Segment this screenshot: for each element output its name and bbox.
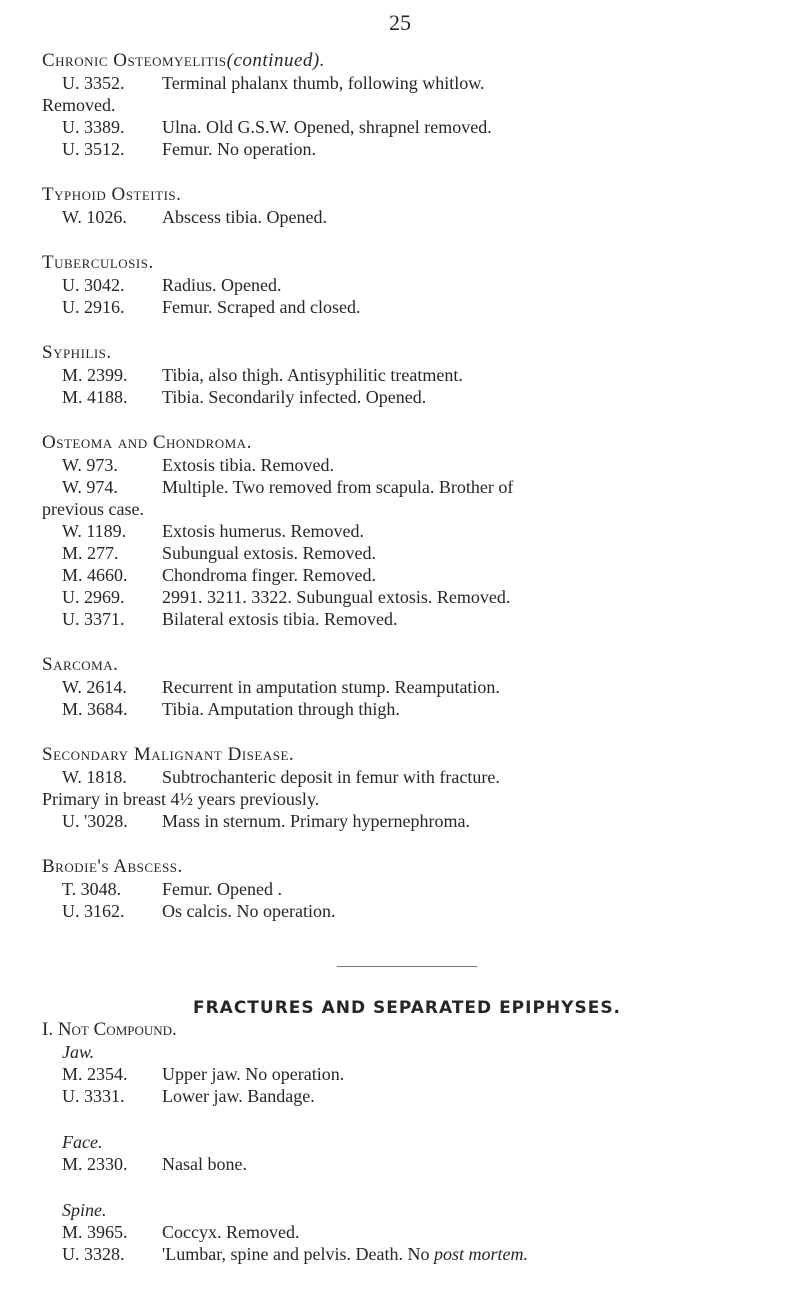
case-entry (62, 386, 772, 408)
fracture-group (42, 1199, 772, 1265)
case-number: W. 974. (62, 477, 118, 497)
case-number: W. 2614. (62, 677, 127, 697)
case-description: Chondroma finger. Removed. (162, 565, 376, 585)
case-number: W. 973. (62, 455, 118, 475)
case-number: M. 2354. (62, 1064, 128, 1084)
case-entry (62, 900, 772, 922)
case-entry (62, 364, 772, 386)
case-description: Extosis tibia. Removed. (162, 455, 334, 475)
section-heading (42, 856, 772, 878)
case-entry (62, 1153, 772, 1175)
case-number: M. 4188. (62, 387, 128, 407)
case-number: M. 2330. (62, 1154, 128, 1174)
case-entry (62, 138, 772, 160)
case-continuation: Primary in breast 4½ years previously. (42, 789, 320, 809)
case-number: M. 277. (62, 543, 119, 563)
case-description: Extosis humerus. Removed. (162, 521, 364, 541)
spacer (42, 1107, 772, 1131)
case-description: Abscess tibia. Opened. (162, 207, 327, 227)
case-entry (62, 608, 772, 630)
case-entry (62, 698, 772, 720)
case-entry (62, 476, 772, 498)
case-description: Femur. Opened . (162, 879, 282, 899)
case-entry (62, 878, 772, 900)
section (42, 184, 772, 228)
section (42, 50, 772, 160)
case-description-italic: post mortem. (433, 1244, 528, 1264)
case-number: M. 3965. (62, 1222, 128, 1242)
case-description: Femur. No operation. (162, 139, 316, 159)
case-number: U. 3328. (62, 1244, 125, 1264)
case-description: Tibia, also thigh. Antisyphilitic treatment. (162, 365, 463, 385)
case-entry (62, 564, 772, 586)
case-description: Upper jaw. No operation. (162, 1064, 345, 1084)
case-entry (62, 1085, 772, 1107)
section-heading (42, 342, 772, 364)
case-entry (62, 1221, 772, 1243)
section-heading (42, 654, 772, 676)
case-entry (62, 72, 772, 94)
case-entry (62, 296, 772, 318)
case-entry (62, 1243, 772, 1265)
case-number: M. 3684. (62, 699, 128, 719)
fracture-group-title: Spine. (62, 1200, 107, 1220)
case-entry (62, 676, 772, 698)
case-entry (62, 454, 772, 476)
case-number: W. 1189. (62, 521, 127, 541)
case-description: Os calcis. No operation. (162, 901, 336, 921)
fractures-title: FRACTURES AND SEPARATED EPIPHYSES. (192, 998, 622, 1018)
case-description: Recurrent in amputation stump. Reamputation. (162, 677, 500, 697)
spacer (42, 318, 772, 342)
section-divider (337, 966, 477, 967)
case-number: U. 2916. (62, 297, 125, 317)
case-number: U. 3331. (62, 1086, 125, 1106)
spacer (42, 160, 772, 184)
case-description: Coccyx. Removed. (162, 1222, 300, 1242)
section-heading (42, 50, 772, 72)
fracture-group (42, 1041, 772, 1107)
section (42, 432, 772, 630)
case-number: W. 1818. (62, 767, 127, 787)
case-entry (62, 206, 772, 228)
section-heading-text: Osteoma and Chondroma. (42, 432, 252, 453)
spacer (42, 922, 772, 946)
section-heading-text: Chronic Osteomyelitis (42, 50, 227, 71)
spacer (42, 832, 772, 856)
section (42, 252, 772, 318)
case-number: U. 3162. (62, 901, 125, 921)
case-entry (62, 274, 772, 296)
case-description: Lower jaw. Bandage. (162, 1086, 315, 1106)
section-heading-text: Syphilis. (42, 342, 112, 363)
fracture-group (42, 1131, 772, 1175)
section (42, 654, 772, 720)
case-number: U. 3371. (62, 609, 125, 629)
case-entry (62, 586, 772, 608)
case-description: Radius. Opened. (162, 275, 282, 295)
spacer (42, 228, 772, 252)
case-number: T. 3048. (62, 879, 122, 899)
section-heading-suffix: (continued). (226, 50, 325, 71)
section-heading-text: Typhoid Osteitis. (42, 184, 182, 205)
case-entry (62, 810, 772, 832)
case-number: M. 2399. (62, 365, 128, 385)
section-heading (42, 184, 772, 206)
case-number: U. 2969. (62, 587, 125, 607)
case-description: Bilateral extosis tibia. Removed. (162, 609, 398, 629)
section (42, 342, 772, 408)
case-description: Subtrochanteric deposit in femur with fracture. (162, 767, 500, 787)
fracture-group-title: Face. (62, 1132, 103, 1152)
case-description: Tibia. Secondarily infected. Opened. (162, 387, 427, 407)
case-description: Nasal bone. (162, 1154, 247, 1174)
case-description: Terminal phalanx thumb, following whitlow. (162, 73, 485, 93)
document-content (42, 50, 772, 1289)
case-description: Mass in sternum. Primary hypernephroma. (162, 811, 470, 831)
case-description: Multiple. Two removed from scapula. Brother of (162, 477, 514, 497)
section (42, 856, 772, 922)
case-number: W. 1026. (62, 207, 127, 227)
case-entry (62, 1063, 772, 1085)
fracture-group-title: Jaw. (62, 1042, 95, 1062)
section-heading (42, 744, 772, 766)
case-description: Ulna. Old G.S.W. Opened, shrapnel removed. (162, 117, 492, 137)
section-heading-text: Brodie's Abscess. (42, 856, 183, 877)
section-heading (42, 432, 772, 454)
section-heading-text: Sarcoma. (42, 654, 119, 675)
case-number: U. 3389. (62, 117, 125, 137)
section-heading (42, 252, 772, 274)
spacer (42, 630, 772, 654)
spacer (42, 720, 772, 744)
case-number: M. 4660. (62, 565, 128, 585)
case-description: 2991. 3211. 3322. Subungual extosis. Removed. (162, 587, 511, 607)
case-entry (62, 542, 772, 564)
spacer (42, 408, 772, 432)
spacer (42, 1265, 772, 1289)
fractures-subheading: I. Not Compound. (42, 1019, 177, 1040)
page-number: 25 (389, 10, 411, 35)
case-description: Femur. Scraped and closed. (162, 297, 361, 317)
case-number: U. '3028. (62, 811, 128, 831)
spacer (42, 1175, 772, 1199)
case-entry (62, 520, 772, 542)
case-number: U. 3512. (62, 139, 125, 159)
case-number: U. 3042. (62, 275, 125, 295)
section (42, 744, 772, 832)
case-description: Tibia. Amputation through thigh. (162, 699, 400, 719)
case-continuation: previous case. (42, 499, 144, 519)
case-description: Subungual extosis. Removed. (162, 543, 376, 563)
section-heading-text: Secondary Malignant Disease. (42, 744, 295, 765)
case-description: 'Lumbar, spine and pelvis. Death. No (162, 1244, 430, 1264)
section-heading-text: Tuberculosis. (42, 252, 154, 273)
case-continuation: Removed. (42, 95, 116, 115)
case-entry (62, 116, 772, 138)
case-number: U. 3352. (62, 73, 125, 93)
case-entry (62, 766, 772, 788)
